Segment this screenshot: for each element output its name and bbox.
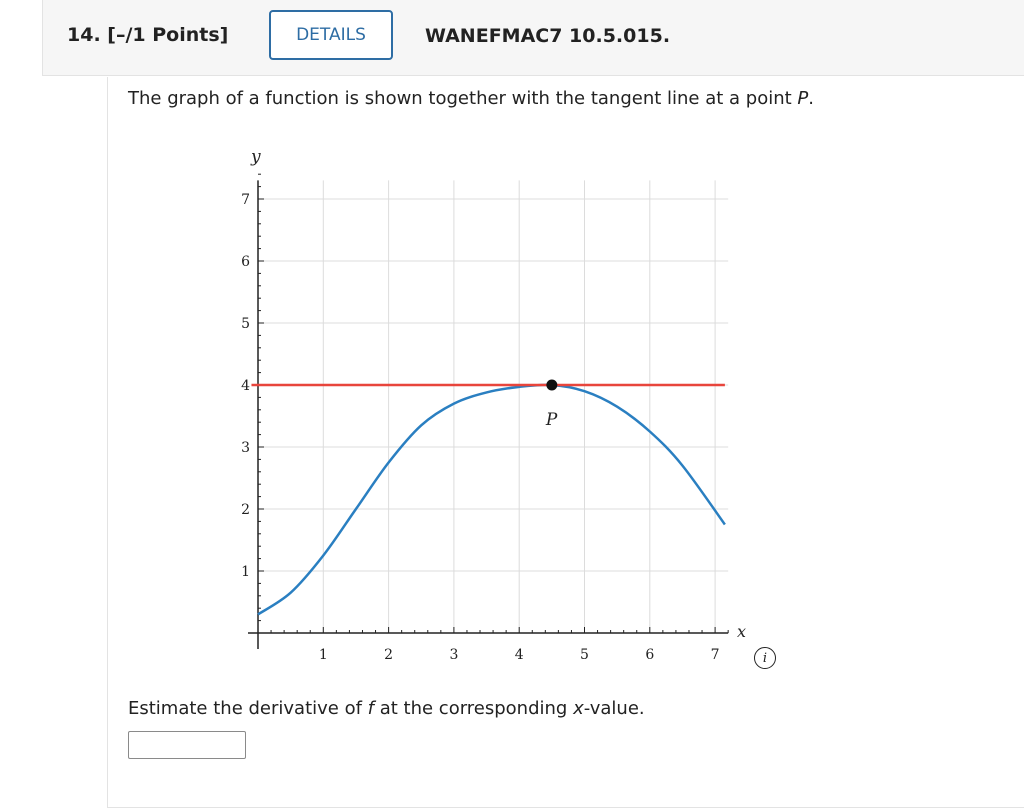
x-tick-label: 4 [514, 647, 524, 663]
prompt-text: The graph of a function is shown together with the tangent line at a point [128, 88, 798, 109]
y-tick-label: 6 [241, 254, 250, 270]
y-tick-label: 2 [241, 502, 250, 518]
x-tick-label: 1 [318, 647, 328, 663]
question-code: WANEFMAC7 10.5.015. [425, 25, 671, 47]
answer-input[interactable] [128, 731, 246, 759]
question-f: f [367, 698, 374, 719]
y-tick-label: 5 [241, 316, 250, 332]
chart-series [251, 385, 724, 615]
x-tick-label: 3 [449, 647, 459, 663]
point-p-marker [546, 380, 557, 391]
chart-grid [258, 180, 728, 633]
question-number: 14. [67, 24, 101, 46]
x-axis-label: x [737, 622, 747, 641]
y-tick-label: 7 [241, 192, 250, 208]
question-text-start: Estimate the derivative of [128, 698, 368, 719]
question-text [128, 698, 645, 719]
details-button[interactable]: DETAILS [269, 10, 393, 60]
question-points: [–/1 Points] [107, 24, 229, 46]
chart-minor-ticks [258, 174, 728, 633]
y-tick-label: 3 [241, 440, 250, 456]
prompt-end: . [808, 88, 815, 109]
y-tick-label: 4 [241, 378, 250, 394]
y-axis-label: y [251, 147, 261, 167]
info-icon[interactable]: i [754, 647, 776, 669]
x-tick-label: 7 [710, 647, 720, 663]
y-tick-label: 1 [241, 564, 250, 580]
x-tick-label: 5 [580, 647, 589, 663]
point-p-label: P [545, 410, 558, 430]
x-tick-label: 2 [384, 647, 394, 663]
question-text-middle: at the corresponding [374, 698, 574, 719]
x-tick-label: 6 [645, 647, 655, 663]
question-x: x [573, 698, 584, 719]
prompt-point-label: P [797, 88, 809, 109]
tick-labels [241, 192, 719, 663]
function-curve [258, 385, 725, 615]
question-text-end: -value. [583, 698, 645, 719]
